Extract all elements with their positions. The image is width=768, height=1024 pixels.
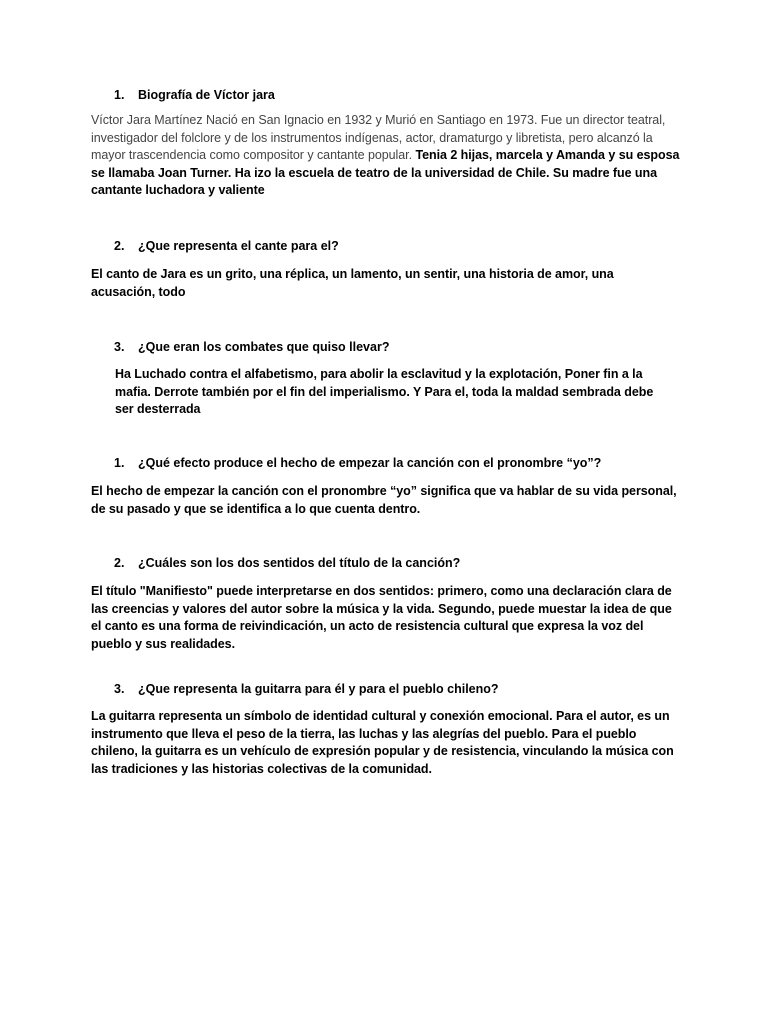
heading-text: Biografía de Víctor jara: [138, 88, 275, 102]
heading-text: ¿Cuáles son los dos sentidos del título de la canción?: [138, 556, 461, 570]
section-body-pronombre: El hecho de empezar la canción con el pronombre “yo” significa que va hablar de su vida personal, de su pasado y que se identifica a lo que cuenta dentro.: [91, 484, 677, 516]
section-body-titulo: El título "Manifiesto" puede interpretarse en dos sentidos: primero, como una declaración clara de las creencias y valores del autor sobre la música y la vida. Segundo, puede muestar la idea de que el canto es una forma de reivindicación, un acto de resistencia cultural que expresa la voz del pueblo y sus realidades.: [91, 584, 672, 651]
section-body-cante: El canto de Jara es un grito, una réplica, un lamento, un sentir, una historia de amor, una acusación, todo: [91, 267, 614, 299]
section-heading-combates: [114, 339, 674, 357]
section-heading-cante: [114, 238, 674, 256]
list-number: 2.: [114, 556, 125, 570]
section-body-biografia: [91, 112, 681, 200]
list-number: 1.: [114, 88, 125, 102]
heading-text: ¿Que representa la guitarra para él y para el pueblo chileno?: [138, 682, 499, 696]
body-text-normal: Víctor Jara Martínez Nació en San Ignacio en 1932 y Murió en Santiago en 1973. Fue un director teatral, investigador del folclore y de los instrumentos indígenas, actor, dramaturgo y libretista, pero alcanzó la mayor trascendencia como compositor y cantante popular.: [91, 113, 666, 163]
list-number: 1.: [114, 456, 125, 470]
list-number: 3.: [114, 682, 125, 696]
heading-text: ¿Qué efecto produce el hecho de empezar la canción con el pronombre “yo”?: [138, 456, 602, 470]
heading-text: ¿Que representa el cante para el?: [138, 239, 339, 253]
section-body-combates: Ha Luchado contra el alfabetismo, para abolir la esclavitud y la explotación, Poner fin a la mafia. Derrote también por el fin del imperialismo. Y Para el, toda la maldad sembrada debe ser desterrada: [115, 367, 654, 417]
list-number: 2.: [114, 239, 125, 253]
heading-text: ¿Que eran los combates que quiso llevar?: [138, 340, 390, 354]
section-heading-biografia: [114, 87, 674, 105]
section-heading-titulo: [114, 555, 674, 573]
body-text-bold: Tenia 2 hijas, marcela y Amanda y su esposa se llamaba Joan Turner. Ha izo la escuela de teatro de la universidad de Chile. Su madre fue una cantante luchadora y valiente: [91, 148, 680, 198]
section-body-guitarra: La guitarra representa un símbolo de identidad cultural y conexión emocional. Para el autor, es un instrumento que lleva el peso de la tierra, las luchas y las alegrías del pueblo. Para el pueblo chileno, la guitarra es un vehículo de expresión popular y de resistencia, vinculando la música con las tradiciones y las historias colectivas de la comunidad.: [91, 709, 674, 776]
list-number: 3.: [114, 340, 125, 354]
section-heading-guitarra: [114, 681, 674, 699]
section-heading-pronombre: [114, 455, 674, 473]
